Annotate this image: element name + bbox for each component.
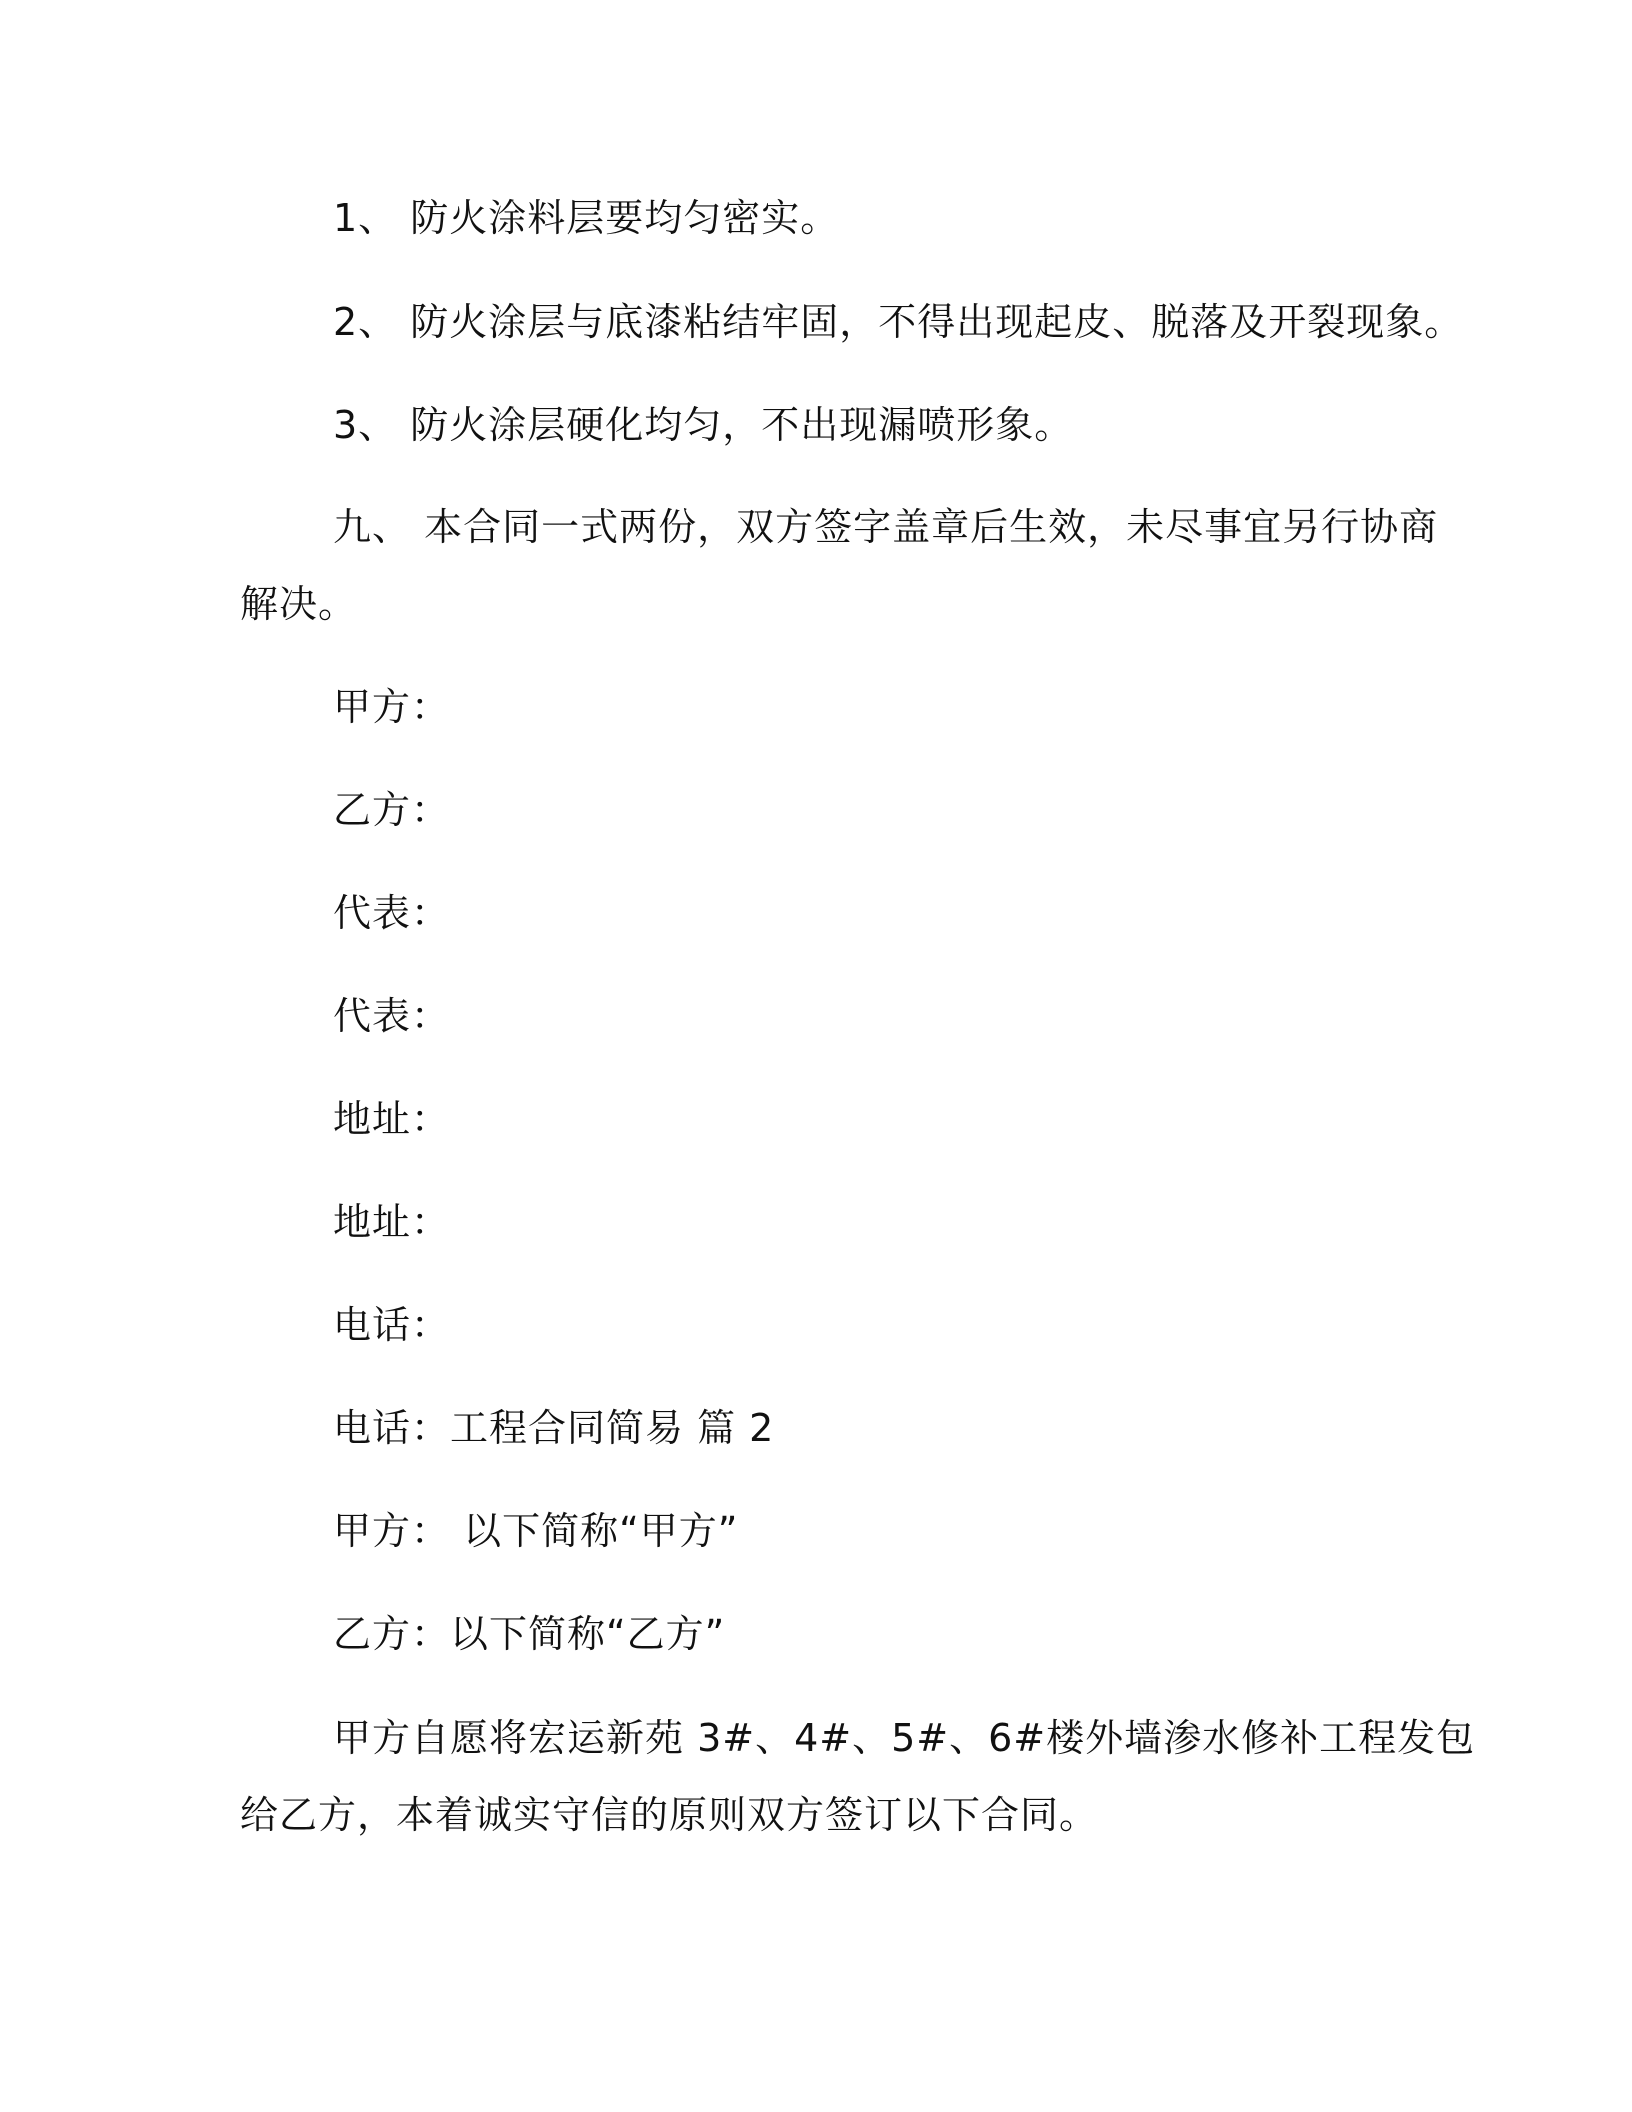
- phone-a-label: 电话：: [333, 1303, 451, 1347]
- phone-b-and-section-title: 电话：工程合同简易 篇 2: [333, 1406, 775, 1450]
- party-a-label: 甲方：: [333, 685, 451, 729]
- representative-b-label: 代表：: [333, 994, 451, 1038]
- clause-1: 1、 防火涂料层要均匀密实。: [333, 196, 840, 240]
- contract-intro-line-1: 甲方自愿将宏运新苑 3#、4#、5#、6#楼外墙渗水修补工程发包: [333, 1716, 1476, 1760]
- clause-9: 九、 本合同一式两份，双方签字盖章后生效，未尽事宜另行协商: [333, 505, 1439, 549]
- representative-a-label: 代表：: [333, 891, 451, 935]
- clause-2: 2、 防火涂层与底漆粘结牢固，不得出现起皮、脱落及开裂现象。: [333, 300, 1464, 344]
- party-b-definition: 乙方：以下简称“乙方”: [333, 1612, 726, 1656]
- contract-intro-line-2: 给乙方，本着诚实守信的原则双方签订以下合同。: [240, 1793, 1099, 1837]
- address-a-label: 地址：: [333, 1097, 451, 1141]
- party-a-definition: 甲方： 以下简称“甲方”: [333, 1509, 739, 1553]
- party-b-label: 乙方：: [333, 788, 451, 832]
- address-b-label: 地址：: [333, 1200, 451, 1244]
- clause-3: 3、 防火涂层硬化均匀，不出现漏喷形象。: [333, 403, 1074, 447]
- clause-9-continuation: 解决。: [240, 582, 358, 626]
